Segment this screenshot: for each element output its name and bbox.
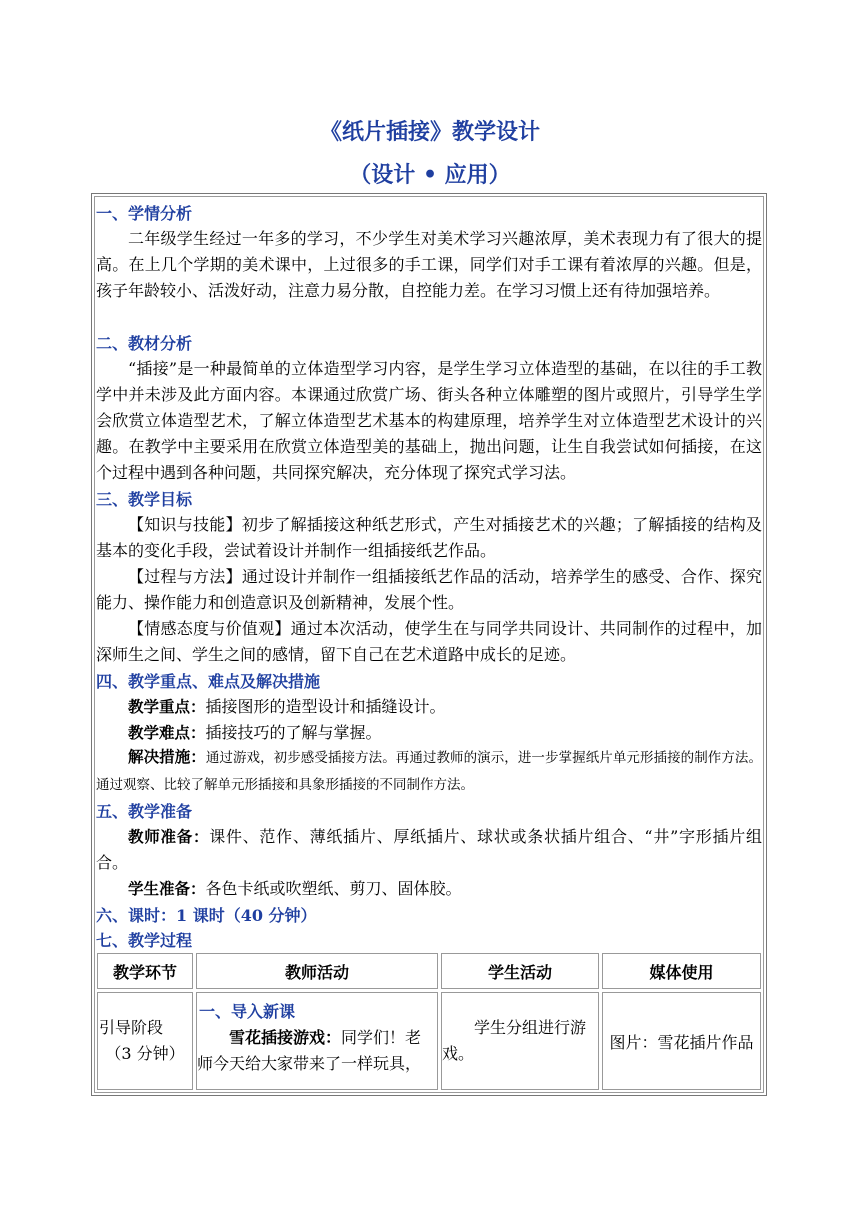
section-heading-3: 三、教学目标 [96,490,193,509]
difficulty-label: 教学难点： [128,723,206,742]
section-heading-5: 五、教学准备 [96,802,193,821]
student-prep-text: 各色卡纸或吹塑纸、剪刀、固体胶。 [205,879,462,898]
header-media: 媒体使用 [602,953,761,989]
solution-text: 通过游戏，初步感受插接方法。再通过教师的演示，进一步掌握纸片单元形插接的制作方法。通过观察、比较了解单元形插接和具象形插接的不同制作方法。 [96,750,762,793]
student-prep-label: 学生准备： [128,879,206,898]
student-activity-cell [441,992,599,1090]
section-heading-2: 二、教材分析 [96,334,193,353]
header-teacher: 教师活动 [196,953,438,989]
teacher-prep-label: 教师准备： [128,827,210,846]
student-activity-text: 学生分组进行游戏。 [442,1018,587,1063]
teacher-activity-subheading: 一、导入新课 [199,1002,296,1021]
section-heading-1: 一、学情分析 [96,204,193,223]
goal-knowledge-text: 初步了解插接这种纸艺形式，产生对插接艺术的兴趣；了解插接的结构及基本的变化手段，尝试着设计并制作一组插接纸艺作品。 [96,515,762,560]
teacher-activity-cell [196,992,438,1090]
goal-emotion-label: 【情感态度与价值观】 [128,619,291,638]
header-stage: 教学环节 [97,953,193,989]
section-heading-6: 六、课时：1 课时（40 分钟） [96,906,317,925]
teacher-activity-body: 同学们！老师今天给大家带来了一样玩具， [197,1028,422,1073]
table-row [97,992,761,1090]
header-student: 学生活动 [441,953,599,989]
key-point [96,694,762,720]
document-title: 《纸片插接》教学设计 [319,119,540,145]
stage-cell [97,992,193,1090]
solution [96,743,762,799]
goal-process [96,564,762,616]
student-prep [96,876,762,902]
section-heading-4: 四、教学重点、难点及解决措施 [96,672,321,691]
difficulty-text: 插接技巧的了解与掌握。 [205,723,382,742]
table-header-row [97,953,761,989]
goal-emotion [96,616,762,668]
teacher-activity-label: 雪花插接游戏： [229,1028,342,1047]
solution-label: 解决措施： [128,747,206,766]
teacher-activity-text [197,1025,437,1077]
teacher-prep-text: 课件、范作、薄纸插片、厚纸插片、球状或条状插片组合、“井”字形插片组合。 [96,827,762,872]
goal-emotion-text: 通过本次活动，使学生在与同学共同设计、共同制作的过程中，加深师生之间、学生之间的感情，留下自己在艺术道路中成长的足迹。 [96,619,762,664]
section-body-2: “插接”是一种最简单的立体造型学习内容，是学生学习立体造型的基础，在以往的手工教学中并未涉及此方面内容。本课通过欣赏广场、街头各种立体雕塑的图片或照片，引导学生学会欣赏立体造型艺术，了解立体造型艺术基本的构建原理，培养学生对立体造型艺术设计的兴趣。在教学中主要采用在欣赏立体造型美的基础上，抛出问题，让生自我尝试如何插接，在这个过程中遇到各种问题，共同探究解决，充分体现了探究式学习法。 [96,359,762,482]
media-cell: 图片：雪花插片作品 [602,992,761,1090]
key-point-label: 教学重点： [128,697,206,716]
section-heading-7: 七、教学过程 [96,931,193,950]
process-table [94,950,764,1093]
goal-knowledge-label: 【知识与技能】 [128,515,242,534]
teacher-prep [96,824,762,876]
section-body-1: 二年级学生经过一年多的学习，不少学生对美术学习兴趣浓厚，美术表现力有了很大的提高。在上几个学期的美术课中，上过很多的手工课，同学们对手工课有着浓厚的兴趣。但是，孩子年龄较小、活泼好动，注意力易分散，自控能力差。在学习习惯上还有待加强培养。 [96,229,762,300]
goal-process-label: 【过程与方法】 [128,567,242,586]
key-point-text: 插接图形的造型设计和插缝设计。 [205,697,446,716]
goal-process-text: 通过设计并制作一组插接纸艺作品的活动，培养学生的感受、合作、探究能力、操作能力和创造意识及创新精神，发展个性。 [96,567,762,612]
goal-knowledge [96,512,762,564]
stage-time: （3 分钟） [105,1044,185,1063]
document-subtitle: （设计 • 应用） [349,162,511,188]
stage-name: 引导阶段 [99,1018,164,1037]
